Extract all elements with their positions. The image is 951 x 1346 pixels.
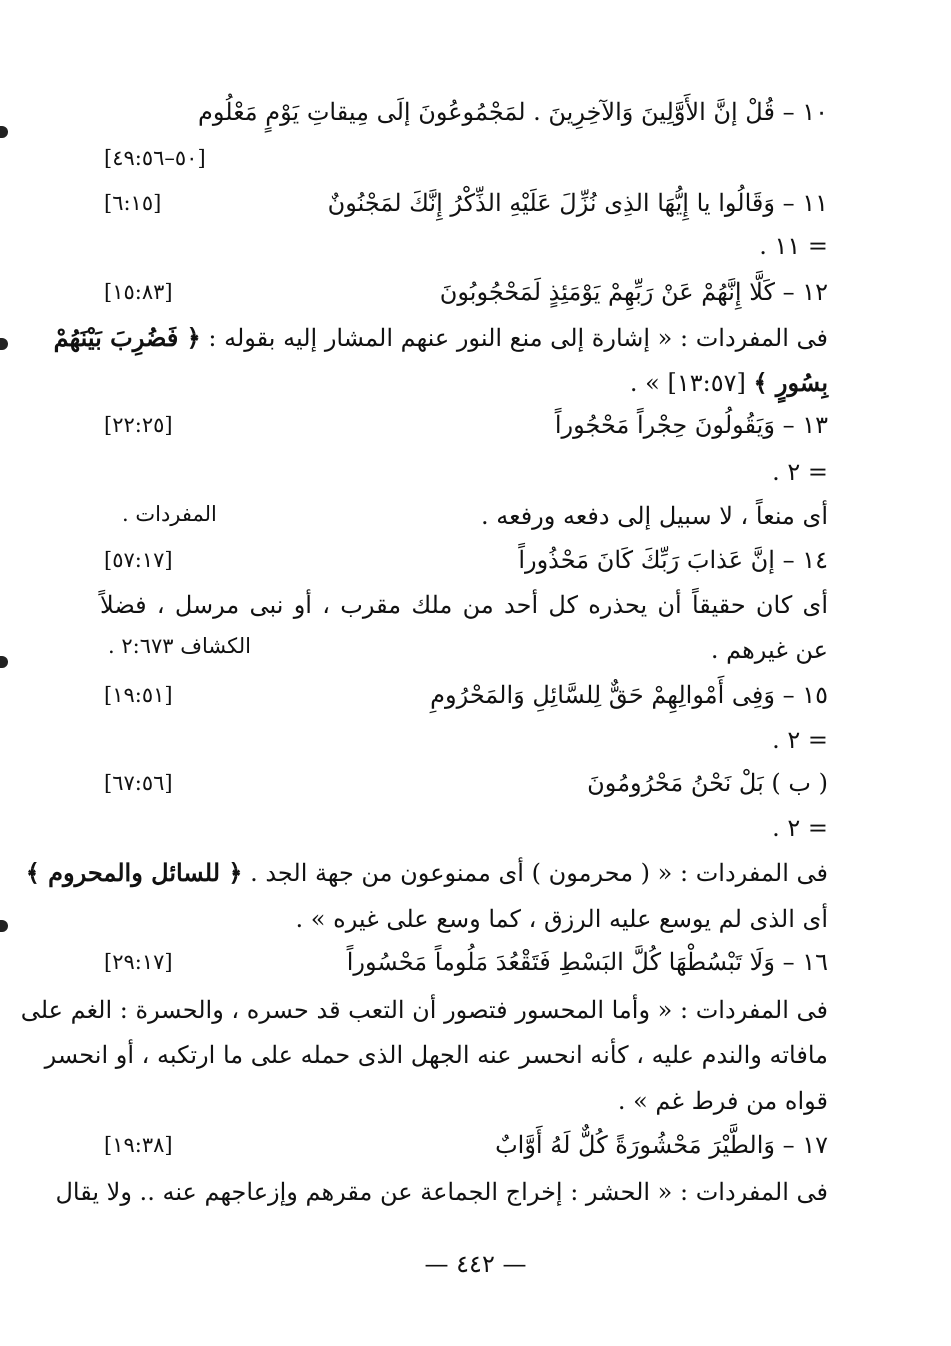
verse-16: ١٦ – وَلَا تَبْسُطْهَا كُلَّ البَسْطِ فَتَقْعُدَ مَلُوماً مَحْسُوراً — [346, 948, 828, 976]
binding-mark — [0, 338, 8, 350]
verse-15b: ( ب ) بَلْ نَحْنُ مَحْرُومُونَ — [587, 769, 828, 797]
commentary-17-line1: فى المفردات : « الحشر : إخراج الجماعة عن مقرهم وإزعاجهم عنه .. ولا يقال — [55, 1178, 828, 1206]
commentary-12-quote-end: بِسُورٍ ﴾ — [753, 368, 828, 397]
verse-15-eq: = ٢ . — [772, 726, 828, 754]
verse-15b-eq: = ٢ . — [772, 814, 828, 842]
commentary-15-text: فى المفردات : « ( محرمون ) أى ممنوعون من جهة الجد . — [250, 859, 828, 887]
verse-10: ١٠ – قُلْ إنَّ الأَوَّلِينَ وَالآخِرِينَ . لمَجْمُوعُونَ إلَى مِيقاتِ يَوْمٍ مَعْلُوم — [197, 98, 828, 126]
commentary-16-line2: مافاته والندم عليه ، كأنه انحسر عنه الجهل الذى حمله على ما ارتكبه ، أو انحسر — [44, 1041, 828, 1069]
verse-11-ref: [٦:١٥] — [104, 191, 162, 215]
verse-12-ref: [١٥:٨٣] — [104, 280, 173, 304]
commentary-12-ref: [١٣:٥٧] » . — [629, 369, 746, 397]
binding-mark — [0, 656, 8, 668]
commentary-14-source: الكشاف ٢:٦٧٣ . — [108, 634, 251, 658]
commentary-12-quote: ﴿ فَضُرِبَ بَيْنَهُمْ — [53, 323, 201, 352]
commentary-12-line2 — [100, 363, 828, 403]
verse-16-ref: [٢٩:١٧] — [104, 950, 173, 974]
page-number: — ٤٤٢ — — [424, 1250, 527, 1278]
commentary-15-line2: أى الذى لم يوسع عليه الرزق ، كما وسع على غيره » . — [295, 905, 828, 933]
commentary-14-line1: أى كان حقيقاً أن يحذره كل أحد من ملك مقرب ، أو نبى مرسل ، فضلاً — [100, 591, 828, 619]
commentary-12-text: فى المفردات : « إشارة إلى منع النور عنهم المشار إليه بقوله : — [208, 324, 828, 352]
binding-mark — [0, 920, 8, 932]
verse-12: ١٢ – كَلَّا إِنَّهُمْ عَنْ رَبِّهِمْ يَوْمَئِذٍ لَمَحْجُوبُونَ — [439, 278, 828, 306]
commentary-13: أى منعاً ، لا سبيل إلى دفعه ورفعه . — [481, 502, 828, 530]
verse-13: ١٣ – وَيَقُولُونَ حِجْراً مَحْجُوراً — [554, 411, 828, 439]
verse-17: ١٧ – وَالطَّيْرَ مَحْشُورَةً كُلٌّ لَهُ أَوَّابٌ — [495, 1131, 828, 1159]
verse-10-ref: [٥٠–٤٩:٥٦] — [104, 146, 206, 170]
commentary-13-source: المفردات . — [122, 502, 217, 526]
commentary-16-line3: قواه من فرط غم » . — [617, 1087, 828, 1115]
verse-13-eq: = ٢ . — [772, 458, 828, 486]
commentary-15-quote: ﴿ للسائل والمحروم ﴾ — [25, 858, 243, 887]
commentary-12-line1 — [53, 318, 828, 358]
verse-13-ref: [٢٢:٢٥] — [104, 413, 173, 437]
verse-11-eq: = ١١ . — [759, 232, 828, 260]
verse-17-ref: [١٩:٣٨] — [104, 1133, 173, 1157]
verse-14: ١٤ – إنَّ عَذابَ رَبِّكَ كَانَ مَحْذُوراً — [518, 546, 828, 574]
commentary-15-line1 — [25, 853, 828, 893]
verse-15-ref: [١٩:٥١] — [104, 683, 173, 707]
verse-15b-ref: [٦٧:٥٦] — [104, 771, 173, 795]
commentary-16-line1: فى المفردات : « وأما المحسور فتصور أن التعب قد حسره ، والحسرة : الغم على — [20, 996, 828, 1024]
commentary-14-line2: عن غيرهم . — [710, 636, 828, 664]
verse-15: ١٥ – وَفِى أَمْوالِهِمْ حَقٌّ لِلسَّائِلِ وَالمَحْرُومِ — [430, 681, 828, 709]
verse-11: ١١ – وَقَالُوا يا إِيُّهَا الذِى نُزِّلَ عَلَيْهِ الذِّكْرُ إِنَّكَ لمَجْنُونٌ — [327, 189, 828, 217]
binding-mark — [0, 126, 8, 138]
verse-14-ref: [٥٧:١٧] — [104, 548, 173, 572]
